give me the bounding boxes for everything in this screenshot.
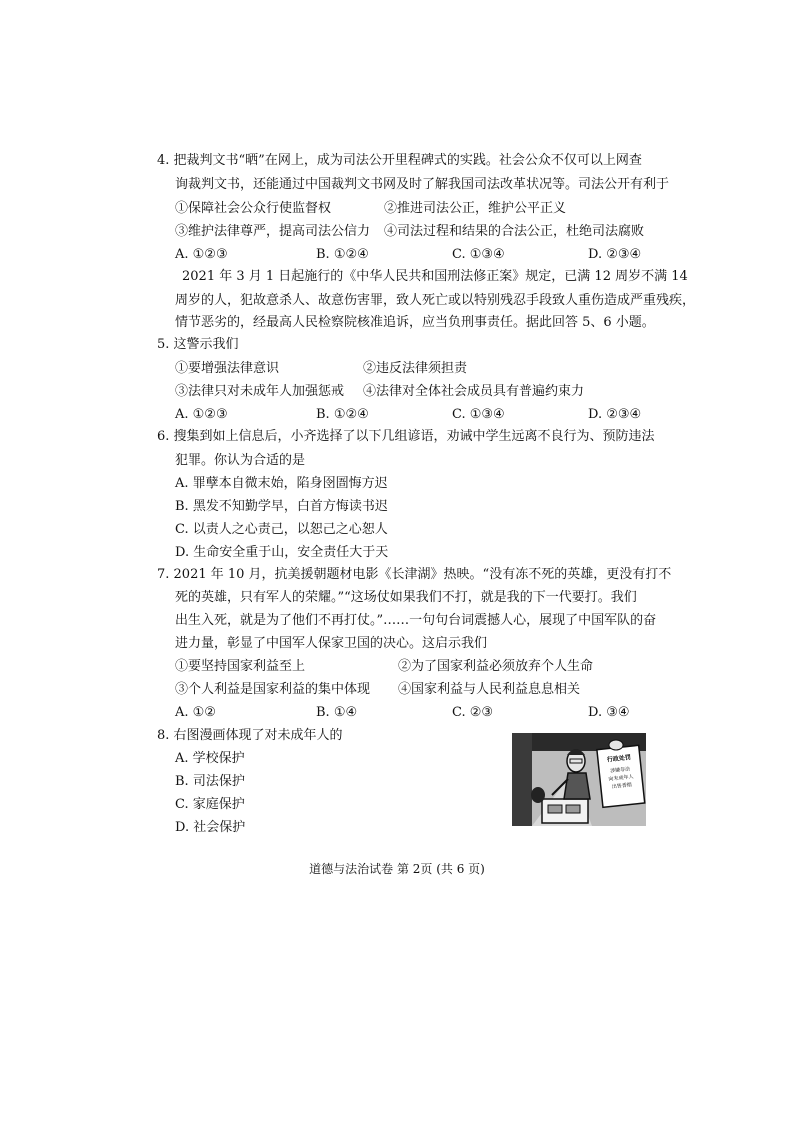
- q7-option-d: D. ③④: [588, 705, 630, 720]
- cartoon-penalty-notice: [597, 745, 645, 807]
- q8-option-a: A. 学校保护: [175, 751, 245, 766]
- notice-line-3: 向未成年人: [608, 774, 634, 783]
- passage-line-1: 2021 年 3 月 1 日起施行的《中华人民共和国刑法修正案》规定，已满 12 周岁不满 14: [182, 269, 688, 284]
- q7-line-4: 进力量，彰显了中国军人保家卫国的决心。这启示我们: [175, 636, 488, 651]
- q4-item-1: ①保障社会公众行使监督权: [175, 201, 332, 216]
- q4-option-c: C. ①③④: [452, 247, 505, 262]
- q8-option-b: B. 司法保护: [175, 774, 245, 789]
- q7-option-b: B. ①④: [316, 705, 358, 720]
- q6-option-c: C. 以责人之心责己，以恕己之心恕人: [175, 522, 388, 537]
- q7-line-2: 死的英雄，只有军人的荣耀。”“这场仗如果我们不打，就是我的下一代要打。我们: [175, 590, 637, 605]
- q8-option-c: C. 家庭保护: [175, 797, 245, 812]
- cartoon-cigarette-pack: [548, 805, 562, 813]
- q6-option-d: D. 生命安全重于山，安全责任大于天: [175, 545, 389, 560]
- q6-option-b: B. 黑发不知勤学早，白首方悔读书迟: [175, 499, 388, 514]
- notice-line-1: 行政处罚: [606, 754, 632, 764]
- q4-line-1: 4. 把裁判文书“晒”在网上，成为司法公开里程碑式的实践。社会公众不仅可以上网查: [157, 153, 642, 168]
- q7-item-2: ②为了国家利益必须放弃个人生命: [398, 659, 594, 674]
- cartoon-cigarette-pack-2: [566, 805, 580, 813]
- q8-stem: 8. 右图漫画体现了对未成年人的: [157, 728, 343, 743]
- cartoon-dark-left: [512, 733, 532, 826]
- q5-option-a: A. ①②③: [175, 407, 228, 422]
- q7-item-1: ①要坚持国家利益至上: [175, 659, 306, 674]
- page-footer: 道德与法治试卷 第 2页 (共 6 页): [309, 862, 485, 876]
- q5-option-b: B. ①②④: [316, 407, 369, 422]
- q7-item-4: ④国家利益与人民利益息息相关: [398, 682, 581, 697]
- q6-line-2: 犯罪。你认为合适的是: [175, 453, 306, 468]
- q5-item-4: ④法律对全体社会成员具有普遍约束力: [363, 384, 585, 399]
- cartoon-illustration: [512, 733, 646, 826]
- cartoon-hand: [609, 740, 623, 750]
- q4-item-3: ③维护法律尊严，提高司法公信力: [175, 224, 371, 239]
- q4-option-a: A. ①②③: [175, 247, 228, 262]
- q5-item-1: ①要增强法律意识: [175, 361, 280, 376]
- q4-item-2: ②推进司法公正，维护公平正义: [384, 201, 567, 216]
- q4-item-4: ④司法过程和结果的合法公正，杜绝司法腐败: [384, 224, 645, 239]
- q5-option-c: C. ①③④: [452, 407, 505, 422]
- q6-option-a: A. 罪孽本自微末始，陷身囹圄悔方迟: [175, 476, 388, 491]
- q7-option-c: C. ②③: [452, 705, 494, 720]
- q5-item-2: ②违反法律须担责: [363, 361, 468, 376]
- passage-line-3: 情节恶劣的，经最高人民检察院核准追诉，应当负刑事责任。据此回答 5、6 小题。: [175, 315, 655, 330]
- q4-option-b: B. ①②④: [316, 247, 369, 262]
- cartoon-child-head: [531, 787, 545, 803]
- q7-option-a: A. ①②: [175, 705, 216, 720]
- cartoon-shopkeeper-body: [564, 773, 590, 799]
- passage-line-2: 周岁的人，犯故意杀人、故意伤害罪，致人死亡或以特别残忍手段致人重伤造成严重残疾，: [175, 293, 696, 308]
- q5-item-3: ③法律只对未成年人加强惩戒: [175, 384, 345, 399]
- q7-line-3: 出生入死，就是为了他们不再打仗。”……一句句台词震撼人心，展现了中国军队的奋: [175, 613, 657, 628]
- q4-line-2: 询裁判文书，还能通过中国裁判文书网及时了解我国司法改革状况等。司法公开有利于: [175, 177, 670, 192]
- notice-line-4: 出售香烟: [611, 782, 633, 791]
- q5-option-d: D. ②③④: [588, 407, 642, 422]
- q7-item-3: ③个人利益是国家利益的集中体现: [175, 682, 371, 697]
- q5-stem: 5. 这警示我们: [157, 337, 239, 352]
- q8-option-d: D. 社会保护: [175, 820, 246, 835]
- q6-line-1: 6. 搜集到如上信息后，小齐选择了以下几组谚语，劝诫中学生远离不良行为、预防违法: [157, 429, 655, 444]
- notice-line-2: 涉嫌非法: [609, 766, 631, 775]
- q4-option-d: D. ②③④: [588, 247, 642, 262]
- q7-line-1: 7. 2021 年 10 月，抗美援朝题材电影《长津湖》热映。“没有冻不死的英雄，更没有打不: [157, 567, 672, 582]
